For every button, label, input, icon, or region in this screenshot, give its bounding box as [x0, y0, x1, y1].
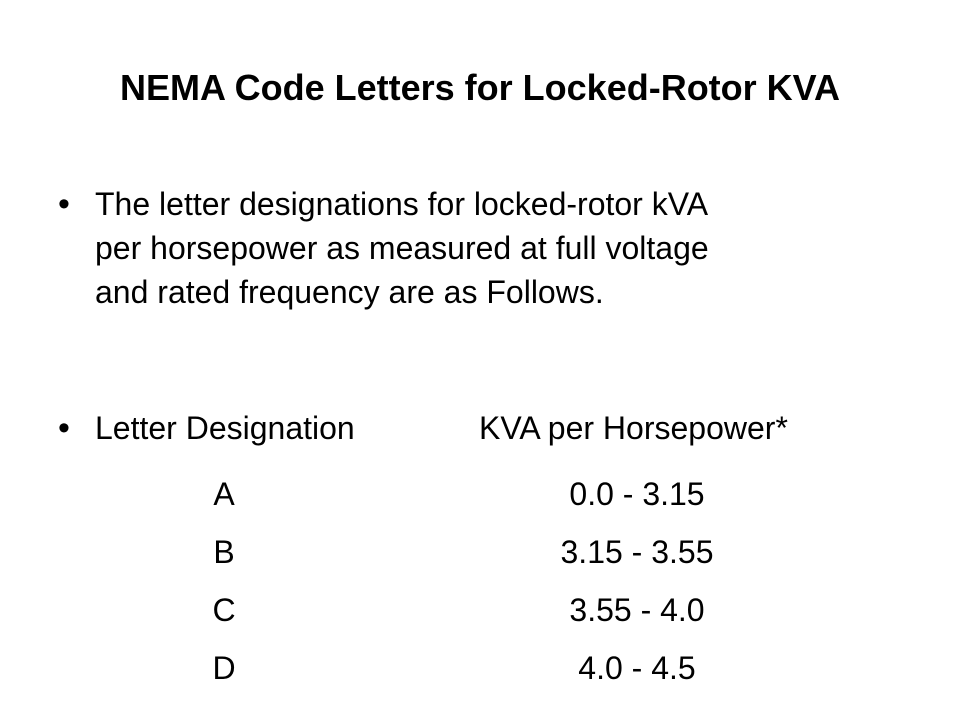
- kva-range: 3.55 - 4.0: [569, 592, 705, 628]
- table-row: [0, 646, 960, 690]
- slide-title: NEMA Code Letters for Locked-Rotor KVA: [119, 67, 841, 108]
- intro-text: [95, 182, 935, 314]
- bullet-intro: [58, 182, 938, 322]
- kva-range: 3.15 - 3.55: [560, 534, 714, 570]
- table-row: [0, 530, 960, 574]
- intro-line: and rated frequency are as Follows.: [95, 274, 604, 310]
- code-letter: B: [213, 534, 235, 570]
- bullet-icon: •: [58, 409, 70, 447]
- bullet-table-header: [58, 406, 938, 450]
- code-letter: D: [212, 650, 236, 686]
- intro-line: The letter designations for locked-rotor kVA: [95, 186, 709, 222]
- table-row: [0, 472, 960, 516]
- code-letter: A: [213, 476, 235, 512]
- header-letter-designation: Letter Designation: [95, 410, 355, 446]
- kva-range: 0.0 - 3.15: [569, 476, 705, 512]
- intro-line: per horsepower as measured at full voltage: [95, 230, 709, 266]
- kva-range: 4.0 - 4.5: [578, 650, 696, 686]
- table-row: [0, 588, 960, 632]
- code-letter: C: [212, 592, 236, 628]
- header-kva-per-horsepower: KVA per Horsepower*: [479, 410, 788, 446]
- bullet-icon: •: [58, 185, 70, 223]
